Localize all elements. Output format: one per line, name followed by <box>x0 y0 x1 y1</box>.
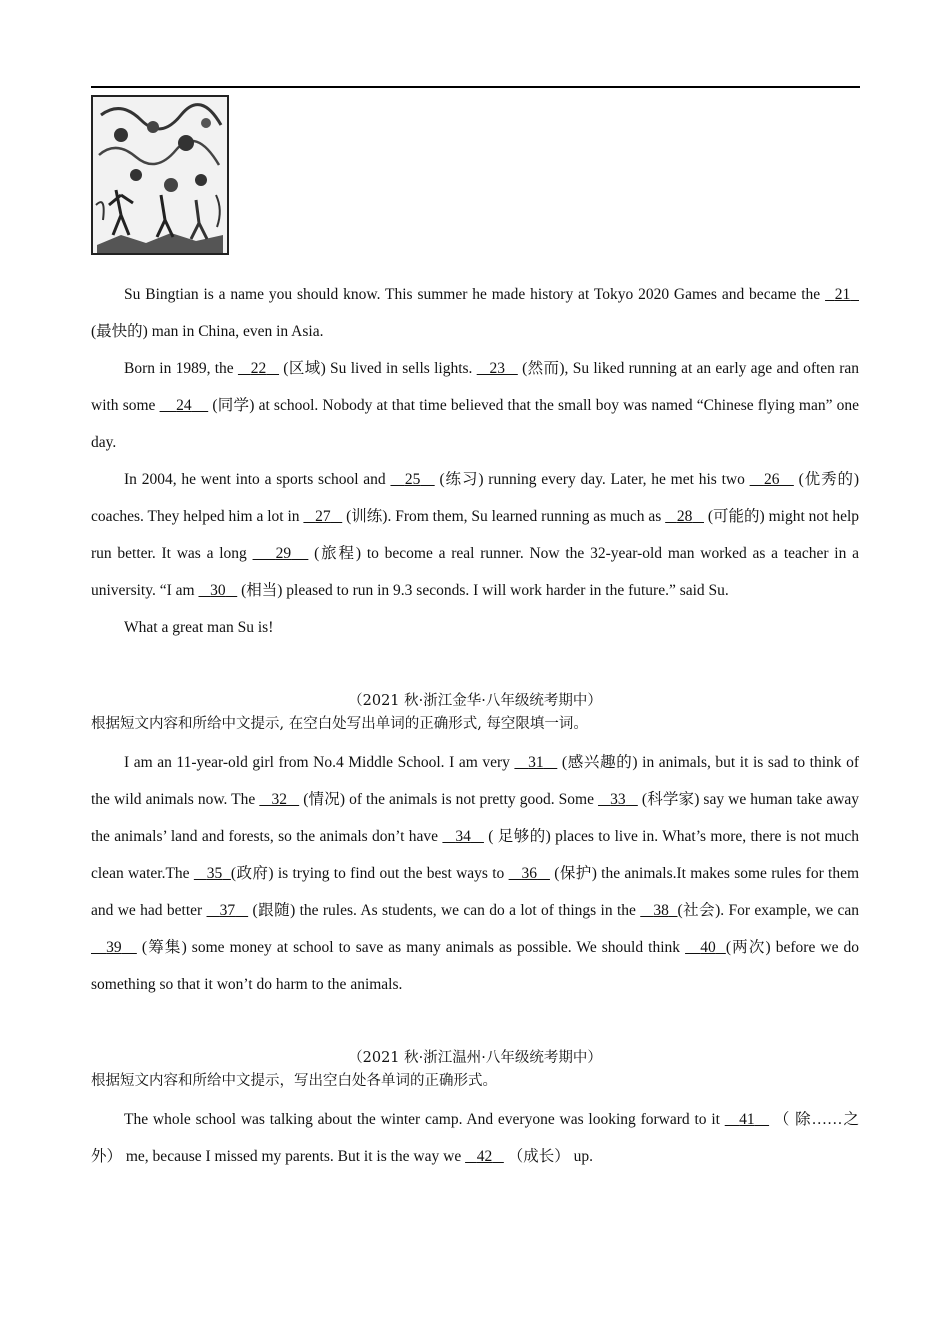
text: (筹集) some money at school to save as many animals as possible. We should think <box>136 939 686 956</box>
blank-30[interactable]: 30 <box>210 582 226 599</box>
blank-21[interactable]: 21 <box>834 286 851 303</box>
text: (练习) running every day. Later, he met his two <box>434 471 750 488</box>
blank-32[interactable]: 32 <box>271 791 287 808</box>
text: (最快的) man in China, even in Asia. <box>91 323 324 340</box>
text: (可能的) might not help run better. It was a long <box>91 508 860 562</box>
blank-42[interactable]: 42 <box>476 1148 493 1165</box>
passage2-instruction: 根据短文内容和所给中文提示, 在空白处写出单词的正确形式, 每空限填一词。 <box>91 716 588 732</box>
text: I am an 11-year-old girl from No.4 Middle School. I am very <box>124 754 515 771</box>
exercise-content <box>91 276 859 1175</box>
blank-24[interactable]: 24 <box>176 397 192 414</box>
text: In 2004, he went into a sports school and <box>124 471 391 488</box>
text: (旅程) to become a real runner. Now the 32-year-old man worked as a teacher in a university. “I am <box>91 545 860 599</box>
blank-29[interactable]: 29 <box>275 545 292 562</box>
text: (保护) the animals.It makes some rules for them and we had better <box>91 865 860 919</box>
blank-35[interactable]: 35 <box>206 865 223 882</box>
blank-40[interactable]: 40 <box>700 939 716 956</box>
text: Born in 1989, the <box>124 360 238 377</box>
text: (科学家) say we human take away the animals’ land and forests, so the animals don’t have <box>91 791 860 845</box>
text: (两次) before we do something so that it won’t do harm to the animals. <box>91 939 860 993</box>
text: (感兴趣的) in animals, but it is sad to think of the wild animals now. The <box>91 754 860 808</box>
passage2-paragraph <box>91 744 859 1003</box>
blank-36[interactable]: 36 <box>521 865 538 882</box>
blank-31[interactable]: 31 <box>528 754 544 771</box>
sketch-picture-icon <box>91 95 229 255</box>
passage1-paragraph1 <box>91 276 859 350</box>
blank-39[interactable]: 39 <box>106 939 122 956</box>
passage1-paragraph2 <box>91 350 859 461</box>
text: （成长） up. <box>503 1148 593 1165</box>
text: The whole school was talking about the winter camp. And everyone was looking forward to it <box>124 1111 725 1128</box>
blank-22[interactable]: 22 <box>250 360 267 377</box>
text: (相当) pleased to run in 9.3 seconds. I will work harder in the future.” said Su. <box>237 582 729 599</box>
header-rule <box>91 86 860 88</box>
text: (社会). For example, we can <box>677 902 860 919</box>
passage3-paragraph <box>91 1101 859 1175</box>
text: （ 除……之外） me, because I missed my parents. But it is the way we <box>91 1111 859 1165</box>
blank-28[interactable]: 28 <box>676 508 693 525</box>
blank-23[interactable]: 23 <box>489 360 505 377</box>
text: (同学) at school. Nobody at that time believed that the small boy was named “Chinese flying man” one day. <box>91 397 859 451</box>
passage3-source: （2021 秋·浙江温州·八年级统考期中） <box>348 1050 602 1066</box>
passage2-source: （2021 秋·浙江金华·八年级统考期中） <box>348 693 602 709</box>
text: (情况) of the animals is not pretty good. Some <box>299 791 598 808</box>
text: (训练). From them, Su learned running as much as <box>342 508 666 525</box>
text: (区域) Su lived in sells lights. <box>279 360 477 377</box>
passage3-instruction: 根据短文内容和所给中文提示，写出空白处各单词的正确形式。 <box>91 1073 497 1089</box>
text: (优秀的) coaches. They helped him a lot in <box>91 471 860 525</box>
blank-41[interactable]: 41 <box>739 1111 755 1128</box>
blank-38[interactable]: 38 <box>653 902 669 919</box>
blank-37[interactable]: 37 <box>219 902 236 919</box>
text: Su Bingtian is a name you should know. This summer he made history at Tokyo 2020 Games and became the <box>124 286 826 303</box>
passage1-paragraph4: What a great man Su is! <box>124 619 274 636</box>
blank-26[interactable]: 26 <box>763 471 780 488</box>
blank-27[interactable]: 27 <box>315 508 331 525</box>
illustration-image <box>91 95 229 255</box>
blank-25[interactable]: 25 <box>404 471 421 488</box>
blank-34[interactable]: 34 <box>455 828 471 845</box>
passage1-paragraph3 <box>91 461 859 609</box>
text: (政府) is trying to find out the best ways to <box>230 865 509 882</box>
text: (然而), Su liked running at an early age and often ran with some <box>91 360 859 414</box>
text: (跟随) the rules. As students, we can do a lot of things in the <box>248 902 641 919</box>
blank-33[interactable]: 33 <box>610 791 626 808</box>
text: ( 足够的) places to live in. What’s more, there is not much clean water.The <box>91 828 860 882</box>
